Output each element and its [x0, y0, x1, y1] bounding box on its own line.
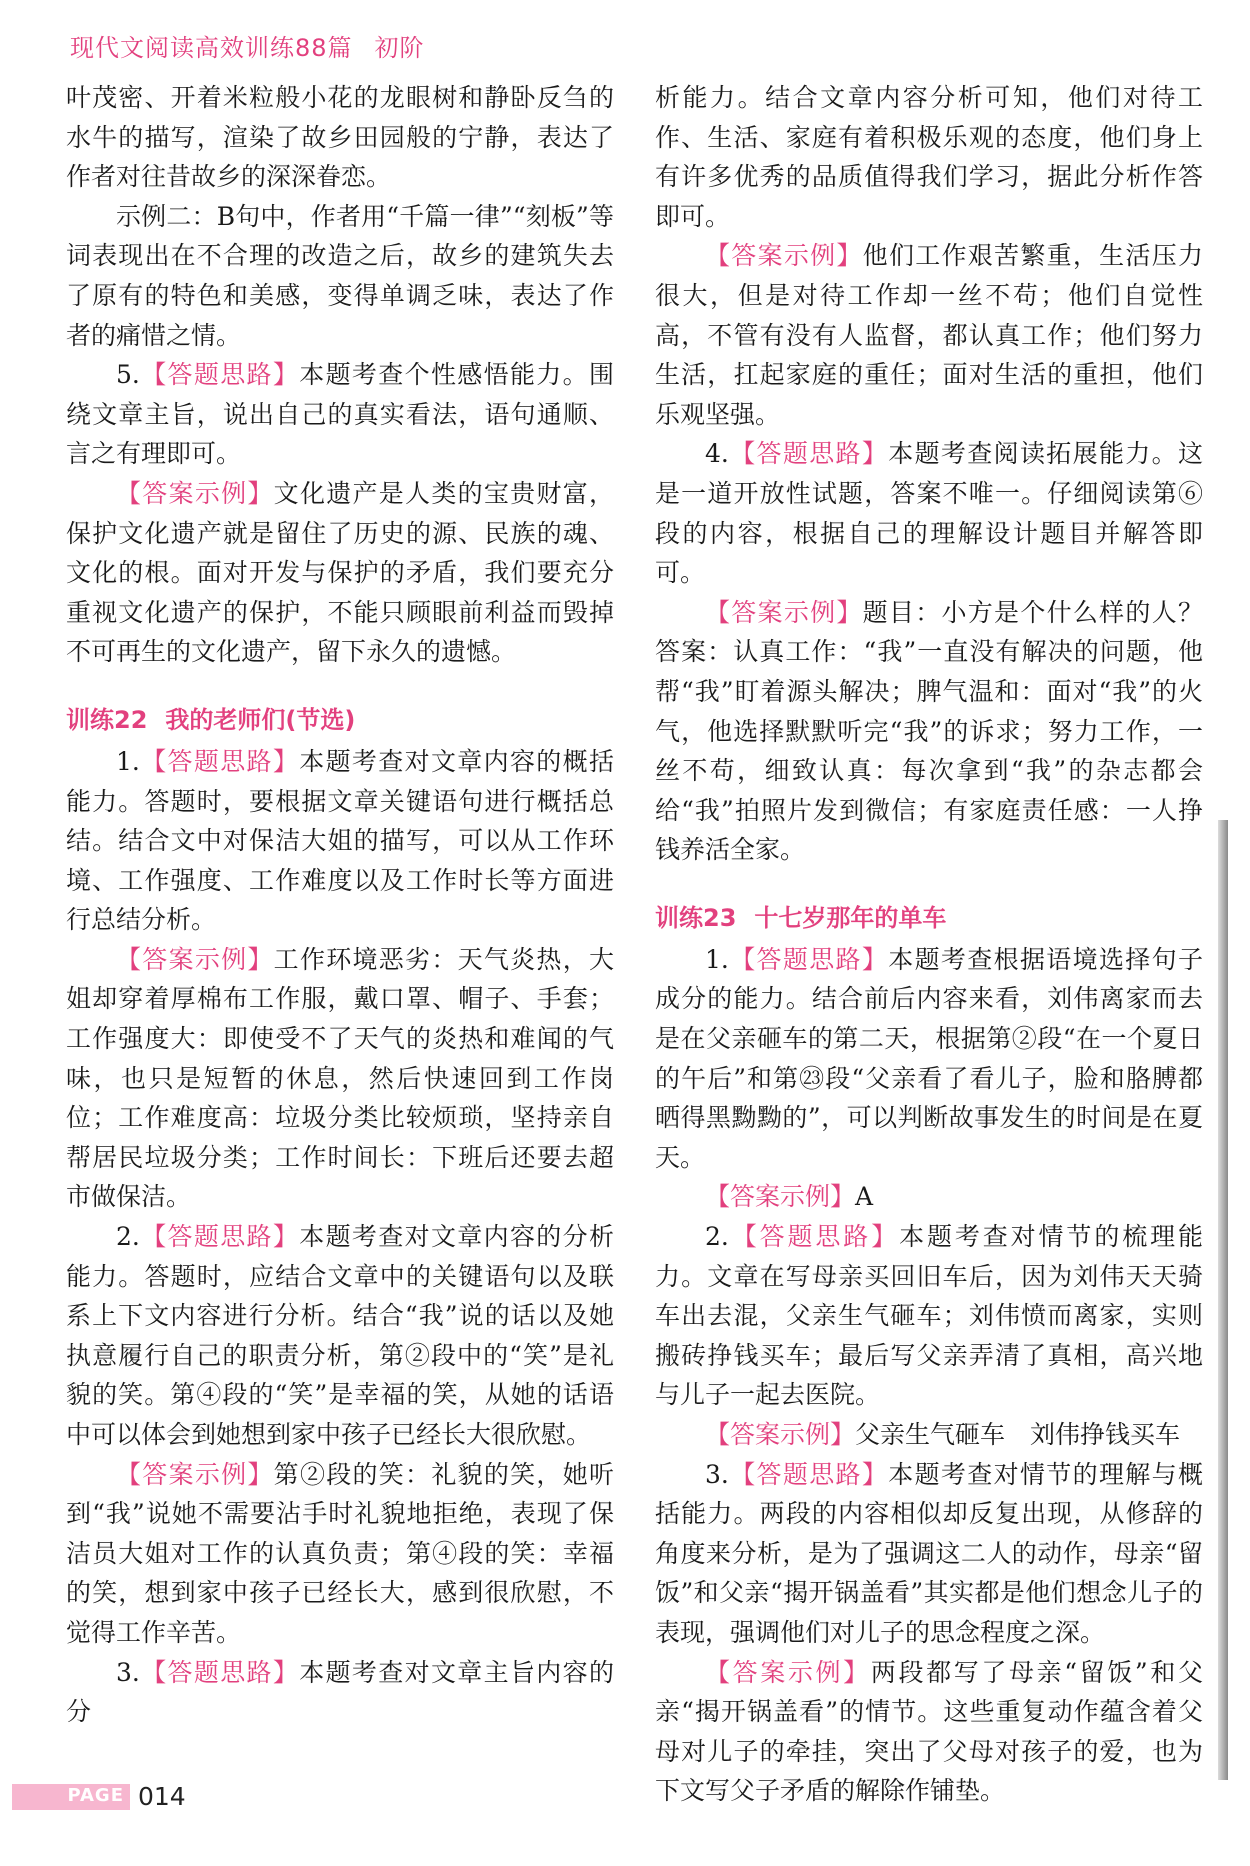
- thinking-label: 【答题思路】: [728, 1459, 889, 1489]
- paragraph: 析能力。结合文章内容分析可知，他们对待工作、生活、家庭有着积极乐观的态度，他们身上有许多优秀的品质值得我们学习，据此分析作答即可。: [655, 83, 1203, 231]
- left-column: [66, 78, 614, 1732]
- page-tab: [12, 1784, 130, 1810]
- page-word: PAGE: [67, 1784, 124, 1806]
- paragraph: 叶茂密、开着米粒般小花的龙眼树和静卧反刍的水牛的描写，渲染了故乡田园般的宁静，表达了作者对往昔故乡的深深眷恋。: [66, 83, 614, 192]
- answer-example-q1: 【答案示例】工作环境恶劣：天气炎热，大姐却穿着厚棉布工作服，戴口罩、帽子、手套；工作强度大：即使受不了天气的炎热和难闻的气味，也只是短暂的休息，然后快速回到工作岗位；工作难度高：垃圾分类比较烦琐，坚持亲自帮居民垃圾分类；工作时间长：下班后还要去超市做保洁。: [66, 944, 614, 1212]
- thinking-label: 【答题思路】: [728, 944, 889, 974]
- answer-example-q3: 【答案示例】他们工作艰苦繁重，生活压力很大，但是对待工作却一丝不苟；他们自觉性高，不管有没有人监督，都认真工作；他们努力生活，扛起家庭的重任；面对生活的重担，他们乐观坚强。: [655, 241, 1203, 429]
- page-footer: [12, 1782, 186, 1811]
- level-label: 初阶: [374, 34, 425, 62]
- example-label: 【答案示例】: [705, 1420, 856, 1449]
- answer-thinking-q5: 5.【答题思路】本题考查个性感悟能力。围绕文章主旨，说出自己的真实看法，语句通顺、言之有理即可。: [66, 360, 614, 469]
- thinking-label: 【答题思路】: [139, 360, 300, 390]
- right-column: [655, 78, 1203, 1811]
- example-label: 【答案示例】: [116, 944, 274, 974]
- thinking-label: 【答题思路】: [728, 1222, 900, 1252]
- answer-example-q4: 【答案示例】题目：小方是个什么样的人？答案：认真工作：“我”一直没有解决的问题，他帮“我”盯着源头解决；脾气温和：面对“我”的火气，他选择默默听完“我”的诉求；努力工作，一丝不苟，细致认真：每次拿到“我”的杂志都会给“我”拍照片发到微信；有家庭责任感：一人挣钱养活全家。: [655, 597, 1203, 865]
- running-header: [70, 28, 425, 63]
- answer-thinking-a1: 1.【答题思路】本题考查根据语境选择句子成分的能力。结合前后内容来看，刘伟离家而去是在父亲砸车的第二天，根据第②段“在一个夏日的午后”和第㉓段“父亲看了看儿子，脸和胳膊都晒得黑黝黝的”，可以判断故事发生的时间是在夏天。: [655, 944, 1203, 1172]
- answer-thinking-q1: 1.【答题思路】本题考查对文章内容的概括能力。答题时，要根据文章关键语句进行概括总结。结合文中对保洁大姐的描写，可以从工作环境、工作强度、工作难度以及工作时长等方面进行总结分析。: [66, 746, 614, 935]
- answer-example-q5: 【答案示例】文化遗产是人类的宝贵财富，保护文化遗产就是留住了历史的源、民族的魂、文化的根。面对开发与保护的矛盾，我们要充分重视文化遗产的保护，不能只顾眼前利益而毁掉不可再生的文化遗产，留下永久的遗憾。: [66, 478, 614, 667]
- thinking-label: 【答题思路】: [139, 746, 300, 776]
- answer-example-a1: 【答案示例】A: [705, 1182, 874, 1212]
- example-label: 【答案示例】: [705, 241, 863, 271]
- page-number: 014: [138, 1782, 186, 1811]
- binding-shadow: [1218, 820, 1228, 1780]
- example-label: 【答案示例】: [705, 1657, 871, 1687]
- answer-thinking-q4: 4.【答题思路】本题考查阅读拓展能力。这是一道开放性试题，答案不唯一。仔细阅读第⑥段的内容，根据自己的理解设计题目并解答即可。: [655, 439, 1203, 588]
- answer-example-a2: 【答案示例】父亲生气砸车 刘伟挣钱买车: [705, 1420, 1181, 1449]
- example-label: 【答案示例】: [116, 1459, 274, 1489]
- section-heading-23: 训练23 十七岁那年的单车: [655, 903, 947, 932]
- thinking-label: 【答题思路】: [139, 1222, 300, 1252]
- answer-thinking-a2: 2.【答题思路】本题考查对情节的梳理能力。文章在写母亲买回旧车后，因为刘伟天天骑车出去混，父亲生气砸车；刘伟愤而离家，实则搬砖挣钱买车；最后写父亲弄清了真相，高兴地与儿子一起去医院。: [655, 1222, 1203, 1410]
- answer-thinking-a3: 3.【答题思路】本题考查对情节的理解与概括能力。两段的内容相似却反复出现，从修辞的角度来分析，是为了强调这二人的动作，母亲“留饭”和父亲“揭开锅盖看”其实都是他们想念儿子的表现，强调他们对儿子的思念程度之深。: [655, 1459, 1203, 1647]
- book-title: 现代文阅读高效训练88篇: [70, 34, 353, 62]
- section-heading-22: 训练22 我的老师们(节选): [66, 705, 356, 734]
- answer-example-a3: 【答案示例】两段都写了母亲“留饭”和父亲“揭开锅盖看”的情节。这些重复动作蕴含着父母对儿子的牵挂，突出了父母对孩子的爱，也为下文写父子矛盾的解除作铺垫。: [655, 1657, 1203, 1806]
- answer-thinking-q2: 2.【答题思路】本题考查对文章内容的分析能力。答题时，应结合文章中的关键语句以及联系上下文内容进行分析。结合“我”说的话以及她执意履行自己的职责分析，第②段中的“笑”是礼貌的笑。第④段的“笑”是幸福的笑，从她的话语中可以体会到她想到家中孩子已经长大很欣慰。: [66, 1222, 614, 1449]
- answer-example-q2: 【答案示例】第②段的笑：礼貌的笑，她听到“我”说她不需要沾手时礼貌地拒绝，表现了保洁员大姐对工作的认真负责；第④段的笑：幸福的笑，想到家中孩子已经长大，感到很欣慰，不觉得工作辛苦。: [66, 1459, 614, 1647]
- example-label: 【答案示例】: [705, 597, 863, 627]
- thinking-label: 【答题思路】: [728, 439, 889, 469]
- answer-thinking-q3: 3.【答题思路】本题考查对文章主旨内容的分: [66, 1657, 614, 1727]
- thinking-label: 【答题思路】: [139, 1657, 300, 1687]
- example-label: 【答案示例】: [705, 1182, 856, 1212]
- paragraph: 示例二：B句中，作者用“千篇一律”“刻板”等词表现出在不合理的改造之后，故乡的建筑失去了原有的特色和美感，变得单调乏味，表达了作者的痛惜之情。: [66, 201, 614, 350]
- example-label: 【答案示例】: [116, 478, 274, 508]
